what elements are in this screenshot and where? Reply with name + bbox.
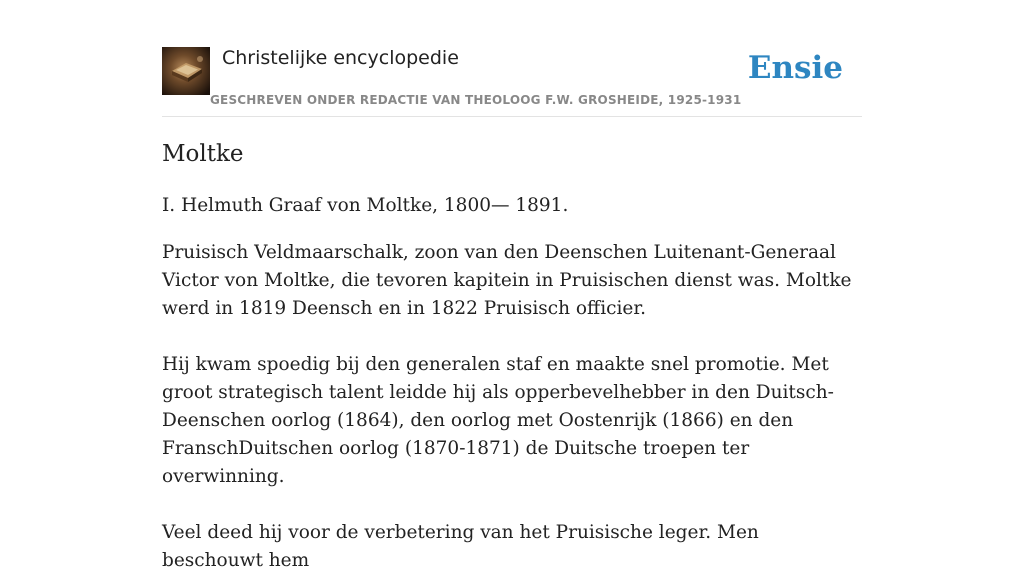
brand-logo[interactable]: Ensie (747, 50, 843, 86)
book-icon[interactable] (162, 47, 210, 95)
site-header (162, 46, 862, 117)
article-paragraph: I. Helmuth Graaf von Moltke, 1800— 1891. (162, 195, 569, 216)
site-title[interactable]: Christelijke encyclopedie (222, 47, 459, 69)
article-paragraph: Veel deed hij voor de verbetering van het Pruisische leger. Men beschouwt hem (162, 522, 759, 571)
article-title: Moltke (162, 141, 244, 167)
article (162, 138, 862, 575)
article-paragraph: Pruisisch Veldmaarschalk, zoon van den Deenschen Luitenant-Generaal Victor von Moltke, die tevoren kapitein in Pruisischen dienst was. Moltke werd in 1819 Deensch en in 1822 Pruisisch officier. (162, 242, 852, 319)
site-subtitle: GESCHREVEN ONDER REDACTIE VAN THEOLOOG F.W. GROSHEIDE, 1925-1931 (210, 93, 742, 107)
article-paragraph: Hij kwam spoedig bij den generalen staf en maakte snel promotie. Met groot strategisch talent leidde hij als opperbevelhebber in den Duitsch-Deenschen oorlog (1864), den oorlog met Oostenrijk (1866) en den FranschDuitschen oorlog (1870-1871) de Duitsche troepen ter overwinning. (162, 354, 834, 487)
